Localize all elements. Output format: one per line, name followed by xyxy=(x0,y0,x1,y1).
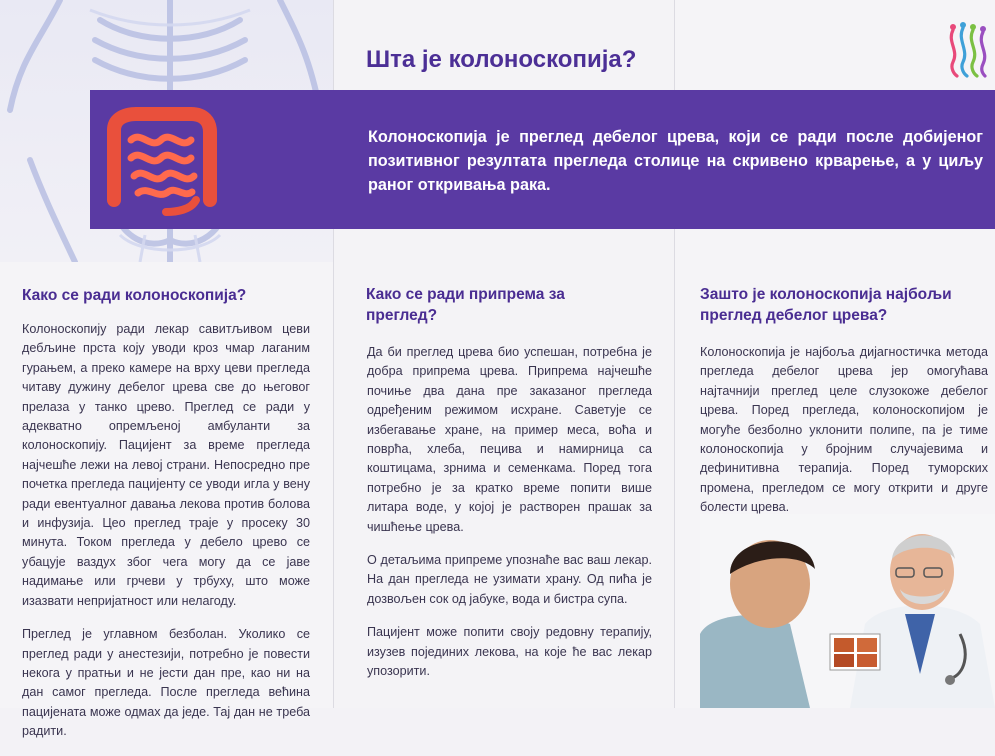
intro-text: Колоноскопија је преглед дебелог црева, који се ради после добијеног позитивног резултата прегледа столице на скривено крварење, а у циљу раног откривања рака. xyxy=(368,128,983,194)
paragraph: Пацијент може попити своју редовну терапију, изузев појединих лекова, на које ће вас лекар упозорити. xyxy=(367,625,652,679)
paragraph: Колоноскопија је најбоља дијагностичка метода прегледа дебелог црева јер омогућава најтачнији преглед целе слузокоже дебелог црева. Поред прегледа, колоноскопијом је могуће безболно уклонити полипе, па је тиме колоноскопија у бројним случајевима и дефинитивна терапија. Поред туморских промена, прегледом се могу открити и друге болести црева. xyxy=(700,345,988,515)
doctor-patient-graphic xyxy=(700,514,995,708)
page-title: Шта је колоноскопија? xyxy=(366,46,637,73)
paragraph: Колоноскопију ради лекар савитљивом цеви дебљине прста коју уводи кроз чмар лаганим гурањем, а преко камере на врху цеви прегледа читаву дужину дебелог црева све до његовог прелаза у танко црево. Преглед се ради у адекватно опремљеној амбуланти за колоноскопију. Пацијент за време прегледа најчешће лежи на левој страни. Непосредно пре почетка прегледа пацијенту се уводи игла у вену ради евентуалног давања лекова против болова и инфузија. Цео преглед траје у просеку 30 минута. Током прегледа у дебело црево се убацује ваздух због чега могу да се јаве надимање или грчеви у трбуху, што може изазвати непријатност или нелагоду. xyxy=(22,322,310,608)
doctor-patient-photo xyxy=(700,514,995,708)
paragraph: О детаљима припреме упознаће вас ваш лекар. На дан прегледа не узимати храну. Од пића је дозвољен сок од јабуке, вода и бистра супа. xyxy=(367,553,652,606)
ribbon-logo-icon xyxy=(945,22,989,78)
section-heading: Како се ради колоноскопија? xyxy=(22,287,247,304)
section-heading: Зашто је колоноскопија најбољи преглед дебелог црева? xyxy=(700,286,952,324)
paragraph: Да би преглед црева био успешан, потребна је добра припрема црева. Припрема најчешће почиње два дана пре заказаног прегледа одређеним режимом исхране. Саветује се избегавање хране, на пример меса, воћа и поврћа, хлеба, пецива и намирница са коштицама, зрнима и семенкама. Поред тога потребно је за кратко време попити више литара воде, у којој је растворен прашак за чишћење црева. xyxy=(367,345,652,534)
section-body xyxy=(22,320,310,756)
section-body xyxy=(700,343,988,532)
section-heading: Како се ради припрема за преглед? xyxy=(366,286,565,324)
section-body xyxy=(367,343,652,696)
paragraph: Преглед је углавном безболан. Уколико се преглед ради у анестезији, потребно је повести некога у пратњи и не јести дан пре, као ни на дан самог прегледа. После прегледа већина пацијената може одмах да једе. Тај дан не треба радити. xyxy=(22,627,310,739)
intestine-icon xyxy=(96,100,226,220)
